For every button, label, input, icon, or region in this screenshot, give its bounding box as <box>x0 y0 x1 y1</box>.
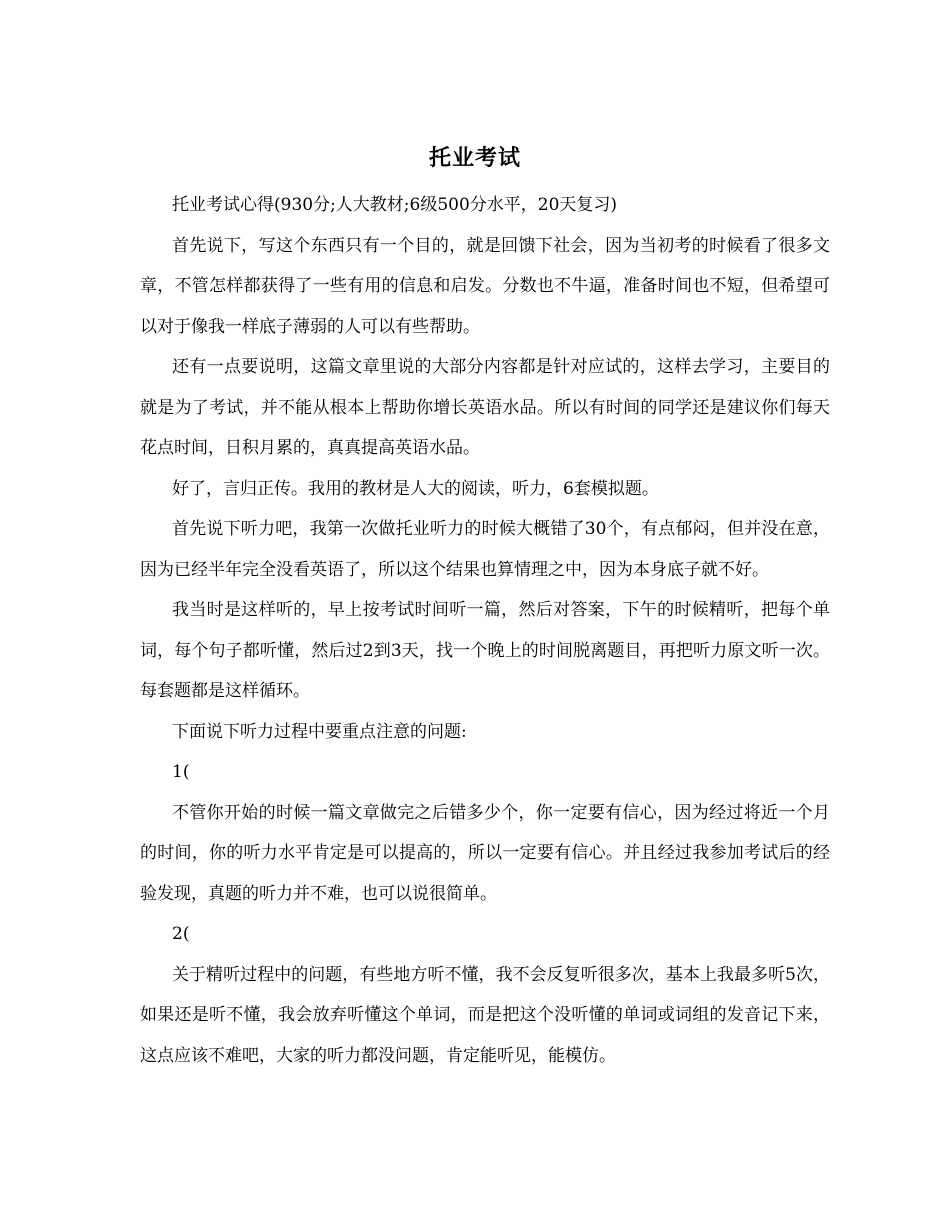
paragraph-intensive-listening: 关于精听过程中的问题，有些地方听不懂，我不会反复听很多次，基本上我最多听5次，如果还是听不懂，我会放弃听懂这个单词，而是把这个没听懂的单词或词组的发音记下来，这点应该不难吧，大家的听力都没问题，肯定能听见，能模仿。 <box>140 964 830 1066</box>
paragraph-heading-note: 托业考试心得(930分;人大教材;6级500分水平，20天复习) <box>172 195 618 215</box>
paragraph-listening-method: 我当时是这样听的，早上按考试时间听一篇，然后对答案，下午的时候精听，把每个单词，每个句子都听懂，然后过2到3天，找一个晚上的时间脱离题目，再把听力原文听一次。每套题都是这样循环。 <box>140 600 830 701</box>
document-body <box>140 185 830 1076</box>
paragraph-listening-start: 首先说下听力吧，我第一次做托业听力的时候大概错了30个，有点郁闷，但并没在意，因为已经半年完全没看英语了，所以这个结果也算情理之中，因为本身底子就不好。 <box>140 519 830 580</box>
list-marker-1: 1( <box>172 762 190 782</box>
paragraph-materials: 好了，言归正传。我用的教材是人大的阅读，听力，6套模拟题。 <box>172 478 659 499</box>
document-title: 托业考试 <box>428 145 521 171</box>
list-marker-2: 2( <box>172 924 190 944</box>
paragraph-confidence: 不管你开始的时候一篇文章做完之后错多少个，你一定要有信心，因为经过将近一个月的时间，你的听力水平肯定是可以提高的，所以一定要有信心。并且经过我参加考试后的经验发现，真题的听力并不难，也可以说很简单。 <box>140 802 830 904</box>
paragraph-intro: 首先说下，写这个东西只有一个目的，就是回馈下社会，因为当初考的时候看了很多文章，不管怎样都获得了一些有用的信息和启发。分数也不牛逼，准备时间也不短，但希望可以对于像我一样底子薄弱的人可以有些帮助。 <box>140 235 830 337</box>
paragraph-listening-issues: 下面说下听力过程中要重点注意的问题: <box>172 721 467 742</box>
paragraph-disclaimer: 还有一点要说明，这篇文章里说的大部分内容都是针对应试的，这样去学习，主要目的就是为了考试，并不能从根本上帮助你增长英语水品。所以有时间的同学还是建议你们每天花点时间，日积月累的，真真提高英语水品。 <box>140 357 830 458</box>
